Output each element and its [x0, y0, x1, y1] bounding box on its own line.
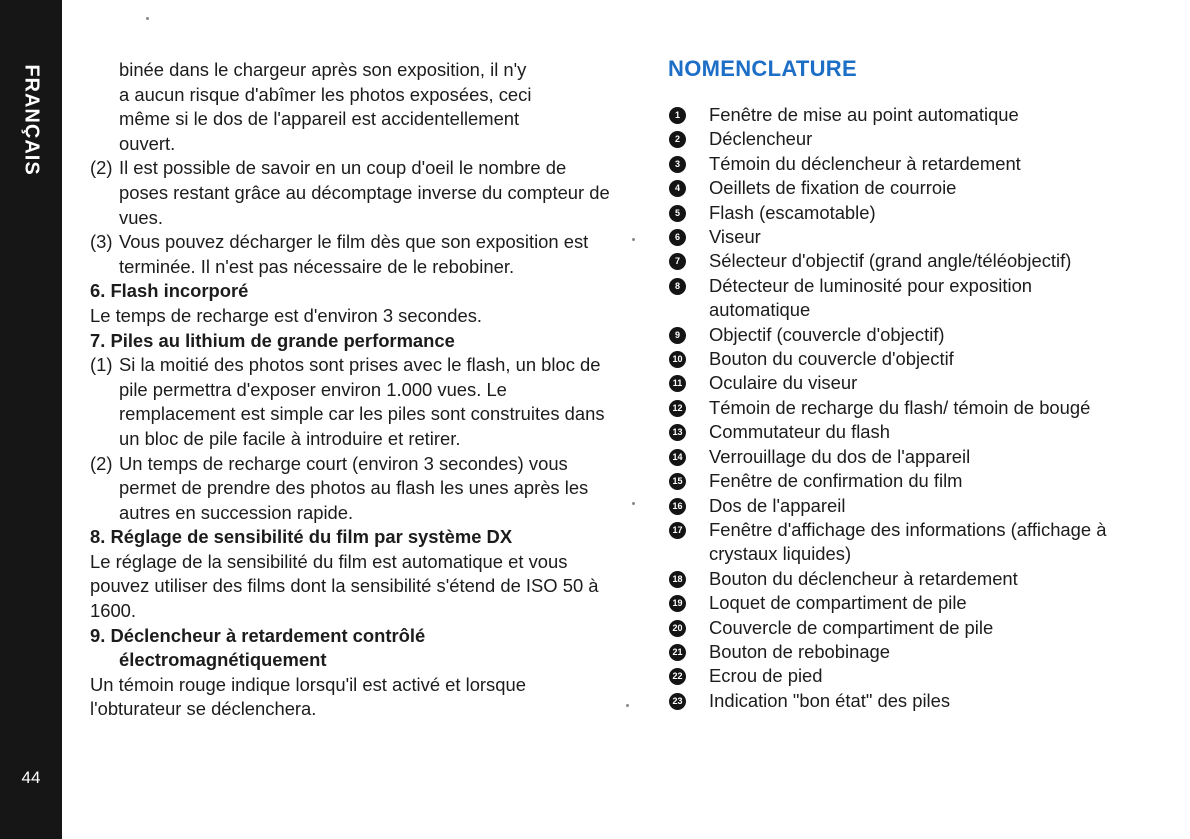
page-number: 44	[21, 768, 41, 787]
part-item	[668, 103, 1138, 127]
print-speck	[626, 704, 629, 707]
part-name: Oeillets de fixation de courroie	[709, 177, 957, 199]
language-side-tab	[0, 0, 62, 839]
number-bullet: 1	[669, 107, 686, 124]
nomenclature-title: NOMENCLATURE	[668, 56, 857, 81]
item-text: Vous pouvez décharger le film dès que son exposition est terminée. Il n'est pas nécessaire de le rebobiner.	[119, 231, 589, 277]
part-item	[668, 225, 1138, 249]
numbered-paragraph-2	[90, 156, 610, 230]
part-name: Détecteur de luminosité pour exposition automatique	[709, 274, 1033, 321]
number-bullet: 11	[669, 375, 686, 392]
part-name: Oculaire du viseur	[709, 372, 858, 394]
item-text: Il est possible de savoir en un coup d'oeil le nombre de poses restant grâce au décomptage inverse du compteur de vues.	[119, 157, 610, 228]
item-text: Un temps de recharge court (environ 3 secondes) vous permet de prendre des photos au flash les unes après les autres en succession rapide.	[119, 452, 589, 523]
number-bullet: 19	[669, 595, 686, 612]
part-name: Fenêtre de confirmation du film	[709, 470, 963, 492]
number-bullet: 13	[669, 424, 686, 441]
section-7-heading: 7. Piles au lithium de grande performance	[90, 329, 455, 351]
numbered-paragraph-3	[90, 230, 610, 279]
part-item	[668, 152, 1138, 176]
section-9-heading: 9. Déclencheur à retardement contrôlé électromagnétiquement	[90, 624, 426, 671]
section-6-heading: 6. Flash incorporé	[90, 280, 249, 302]
part-item	[668, 494, 1138, 518]
number-bullet: 2	[669, 131, 686, 148]
part-item	[668, 469, 1138, 493]
part-name: Bouton de rebobinage	[709, 640, 890, 662]
parts-list	[668, 103, 1138, 713]
part-name: Sélecteur d'objectif (grand angle/téléobjectif)	[709, 250, 1072, 272]
number-bullet: 18	[669, 571, 686, 588]
print-speck	[632, 238, 635, 241]
section-8-heading: 8. Réglage de sensibilité du film par système DX	[90, 526, 513, 548]
part-name: Commutateur du flash	[709, 421, 890, 443]
part-name: Bouton du couvercle d'objectif	[709, 348, 954, 370]
number-bullet: 9	[669, 327, 686, 344]
part-item	[668, 567, 1138, 591]
number-bullet: 10	[669, 351, 686, 368]
part-item	[668, 201, 1138, 225]
part-item	[668, 664, 1138, 688]
part-name: Témoin de recharge du flash/ témoin de bougé	[709, 396, 1091, 418]
language-label: FRANÇAIS	[20, 64, 43, 176]
section-7-item-1	[90, 353, 610, 451]
number-bullet: 22	[669, 668, 686, 685]
part-name: Flash (escamotable)	[709, 201, 876, 223]
number-bullet: 20	[669, 620, 686, 637]
number-bullet: 6	[669, 229, 686, 246]
part-item	[668, 127, 1138, 151]
part-item	[668, 445, 1138, 469]
number-bullet: 15	[669, 473, 686, 490]
part-item	[668, 249, 1138, 273]
part-name: Indication "bon état" des piles	[709, 689, 951, 711]
item-label: (2)	[90, 157, 113, 179]
number-bullet: 14	[669, 449, 686, 466]
part-name: Objectif (couvercle d'objectif)	[709, 323, 945, 345]
part-name: Verrouillage du dos de l'appareil	[709, 445, 971, 467]
number-bullet: 12	[669, 400, 686, 417]
number-bullet: 8	[669, 278, 686, 295]
continued-line: ouvert.	[119, 132, 176, 154]
part-name: Loquet de compartiment de pile	[709, 592, 967, 614]
section-6-text: Le temps de recharge est d'environ 3 secondes.	[90, 304, 482, 326]
item-label: (1)	[90, 354, 113, 376]
section-9-text: Un témoin rouge indique lorsqu'il est activé et lorsque l'obturateur se déclenchera.	[90, 673, 526, 720]
section-8-text: Le réglage de la sensibilité du film est automatique et vous pouvez utiliser des films dont la sensibilité s'étend de ISO 50 à 1600.	[90, 550, 599, 622]
part-item	[668, 689, 1138, 713]
part-name: Ecrou de pied	[709, 665, 823, 687]
number-bullet: 17	[669, 522, 686, 539]
part-item	[668, 323, 1138, 347]
part-item	[668, 396, 1138, 420]
part-item	[668, 591, 1138, 615]
number-bullet: 5	[669, 205, 686, 222]
item-label: (3)	[90, 231, 113, 253]
part-name: Déclencheur	[709, 128, 813, 150]
part-item	[668, 640, 1138, 664]
part-name: Dos de l'appareil	[709, 494, 846, 516]
number-bullet: 7	[669, 253, 686, 270]
part-name: Couvercle de compartiment de pile	[709, 616, 994, 638]
section-7-item-2	[90, 452, 610, 526]
part-item	[668, 347, 1138, 371]
part-name: Fenêtre de mise au point automatique	[709, 104, 1019, 125]
continued-line: même si le dos de l'appareil est accidentellement	[119, 108, 520, 130]
print-speck	[146, 17, 149, 20]
part-name: Bouton du déclencheur à retardement	[709, 567, 1018, 589]
number-bullet: 21	[669, 644, 686, 661]
continued-line: binée dans le chargeur après son exposition, il n'y	[119, 59, 527, 80]
print-speck	[632, 502, 635, 505]
item-text: Si la moitié des photos sont prises avec le flash, un bloc de pile permettra d'exposer environ 1.000 vues. Le remplacement est simple car les piles sont construites dans un bloc de pile facile à introduire et retirer.	[119, 354, 605, 449]
left-column	[90, 58, 610, 722]
part-name: Témoin du déclencheur à retardement	[709, 152, 1021, 174]
item-label: (2)	[90, 452, 113, 474]
part-item	[668, 518, 1138, 567]
number-bullet: 16	[669, 498, 686, 515]
part-name: Viseur	[709, 226, 761, 248]
nomenclature-column	[668, 56, 1138, 713]
part-item	[668, 616, 1138, 640]
continued-line: a aucun risque d'abîmer les photos exposées, ceci	[119, 83, 532, 105]
number-bullet: 4	[669, 180, 686, 197]
part-item	[668, 371, 1138, 395]
number-bullet: 3	[669, 156, 686, 173]
part-item	[668, 420, 1138, 444]
part-item	[668, 274, 1138, 323]
number-bullet: 23	[669, 693, 686, 710]
part-name: Fenêtre d'affichage des informations (affichage à crystaux liquides)	[709, 518, 1107, 565]
part-item	[668, 176, 1138, 200]
